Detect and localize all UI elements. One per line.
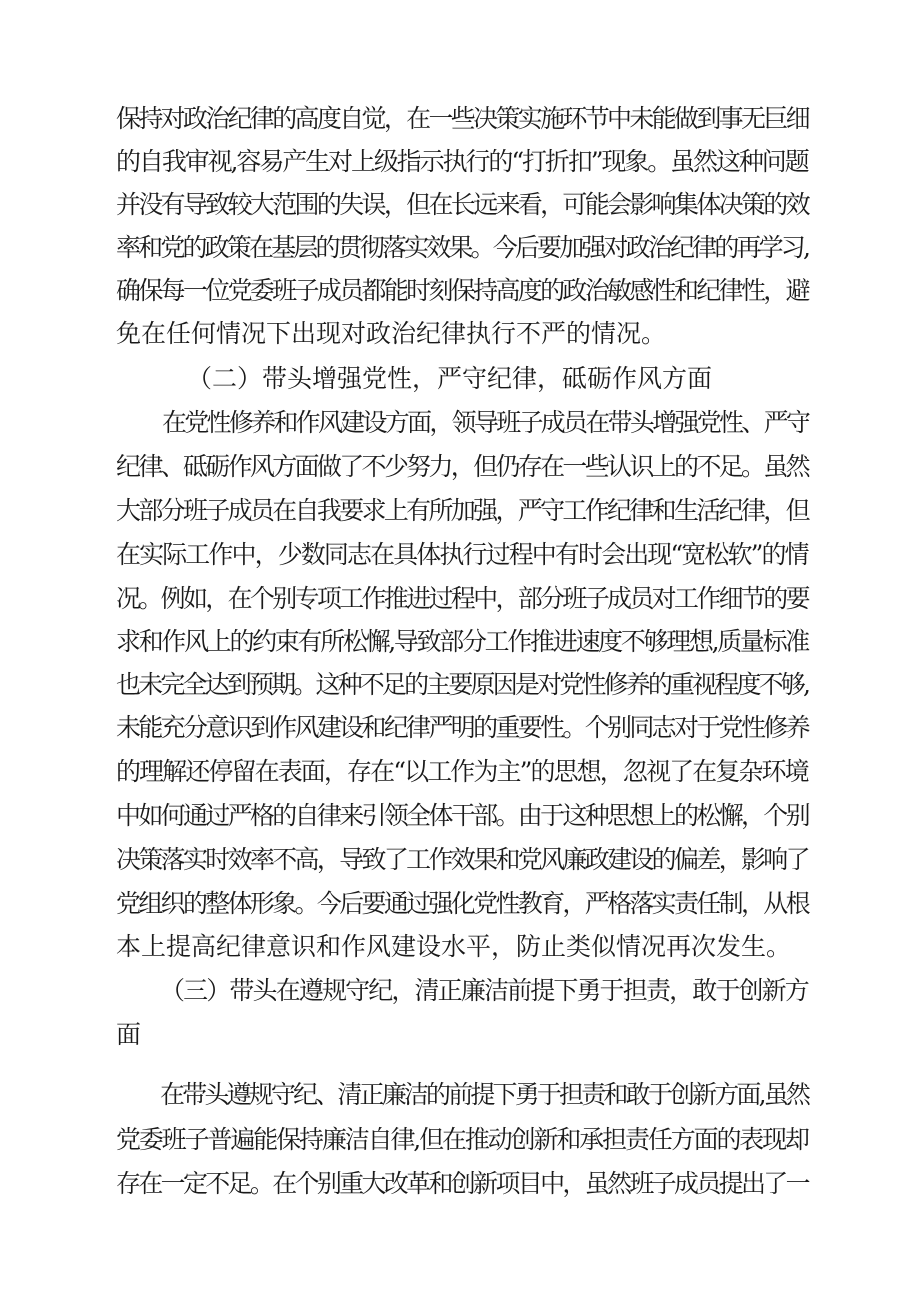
text-line: 存在一定不足。在个别重大改革和创新项目中，虽然班子成员提出了一 [116,1169,808,1198]
text-line: 党组织的整体形象。今后要通过强化党性教育，严格落实责任制，从根 [116,889,808,918]
text-line: 本上提高纪律意识和作风建设水平，防止类似情况再次发生。 [116,932,792,961]
text-line: 的自我审视,容易产生对上级指示执行的“打折扣”现象。虽然这种问题 [116,147,808,176]
section-heading-2: （二）带头增强党性，严守纪律，砥砺作风方面 [187,364,713,393]
text-line: 决策落实时效率不高，导致了工作效果和党风廉政建设的偏差，影响了 [116,845,808,874]
text-line: 况。例如，在个别专项工作推进过程中，部分班子成员对工作细节的要 [116,584,808,613]
text-line: 求和作风上的约束有所松懈,导致部分工作推进速度不够理想,质量标准 [116,627,808,656]
text-line: 的理解还停留在表面，存在“以工作为主”的思想，忽视了在复杂环境 [116,757,808,786]
text-line: 纪律、砥砺作风方面做了不少努力，但仍存在一些认识上的不足。虽然 [116,452,808,481]
text-line: 确保每一位党委班子成员都能时刻保持高度的政治敏感性和纪律性，避 [116,276,808,305]
section-heading-3: （三）带头在遵规守纪，清正廉洁前提下勇于担责，敢于创新方 [160,976,808,1005]
text-line: 党委班子普遍能保持廉洁自律,但在推动创新和承担责任方面的表现却 [116,1125,808,1154]
text-line: 未能充分意识到作风建设和纪律严明的重要性。个别同志对于党性修养 [116,713,808,742]
text-line: 保持对政治纪律的高度自觉，在一些决策实施环节中未能做到事无巨细 [116,104,808,133]
section-heading-3-continuation: 面 [116,1020,142,1049]
text-line: 中如何通过严格的自律来引领全体干部。由于这种思想上的松懈，个别 [116,801,808,830]
text-line: 在实际工作中，少数同志在具体执行过程中有时会出现“宽松软”的情 [116,540,808,569]
text-line: 免在任何情况下出现对政治纪律执行不严的情况。 [116,319,667,348]
text-line: 率和党的政策在基层的贯彻落实效果。今后要加强对政治纪律的再学习, [116,233,809,262]
paragraph-first-line: 在带头遵规守纪、清正廉洁的前提下勇于担责和敢于创新方面,虽然 [160,1080,809,1109]
text-line: 并没有导致较大范围的失误，但在长远来看，可能会影响集体决策的效 [116,190,808,219]
text-line: 也未完全达到预期。这种不足的主要原因是对党性修养的重视程度不够, [116,670,809,699]
text-line: 大部分班子成员在自我要求上有所加强，严守工作纪律和生活纪律，但 [116,496,808,525]
paragraph-first-line: 在党性修养和作风建设方面，领导班子成员在带头增强党性、严守 [162,408,809,437]
